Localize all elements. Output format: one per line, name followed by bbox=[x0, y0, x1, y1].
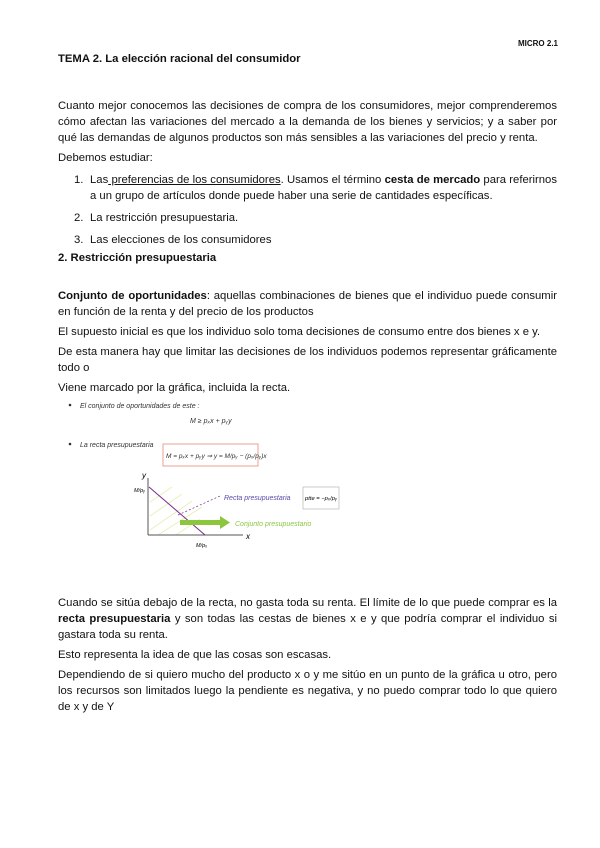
paragraph: Viene marcado por la gráfica, incluida la recta. bbox=[58, 382, 291, 394]
page-header: MICRO 2.1 bbox=[517, 39, 558, 48]
list-text: . Usamos el término bbox=[280, 174, 385, 186]
list-number: 2. bbox=[74, 212, 84, 224]
list-number: 3. bbox=[74, 234, 84, 246]
term-bold: Conjunto de oportunidades bbox=[58, 290, 207, 302]
paragraph-text: : aquellas combinaciones de bienes que el individuo puede consumir en función de la renta y del precio de los productos bbox=[58, 290, 557, 318]
figure-bullet2: La recta presupuestaria bbox=[80, 442, 154, 449]
list-text: Las elecciones de los consumidores bbox=[90, 234, 272, 246]
list-item bbox=[58, 172, 557, 204]
set-arrow-head bbox=[220, 516, 230, 529]
paragraph bbox=[58, 288, 557, 320]
budget-figure bbox=[60, 392, 360, 562]
formula2: M = pₓx + pᵧy ⇒ y = M/pᵧ − (pₓ/pᵧ)x bbox=[166, 453, 267, 460]
bullet bbox=[69, 404, 72, 407]
list-item bbox=[58, 232, 557, 248]
formula1: M ≥ pₓx + pᵧy bbox=[190, 418, 232, 425]
term-bold: cesta de mercado bbox=[384, 174, 481, 186]
y-axis-label: y bbox=[142, 471, 146, 480]
figure-bullet1: El conjunto de oportunidades de este : bbox=[80, 403, 200, 410]
study-list bbox=[58, 172, 557, 248]
page-title: TEMA 2. La elección racional del consumidor bbox=[58, 53, 301, 65]
section-title: 2. Restricción presupuestaria bbox=[58, 252, 217, 264]
x-axis-label: x bbox=[246, 532, 250, 541]
paragraph: Dependiendo de si quiero mucho del producto x o y me sitúo en un punto de la gráfica u otro, pero los recursos son limitados luego la pendiente es negativa, y no puedo comprar todo lo que quiero de x y de Y bbox=[58, 669, 557, 713]
label-pointer bbox=[178, 496, 220, 515]
study-label: Debemos estudiar: bbox=[58, 152, 153, 164]
list-text: La restricción presupuestaria. bbox=[90, 212, 239, 224]
budget-line-label: Recta presupuestaria bbox=[224, 495, 291, 502]
list-text: para referirnos a un grupo de artículos donde puede haber una serie de cantidades específicas. bbox=[90, 174, 557, 202]
paragraph: Esto representa la idea de que las cosas son escasas. bbox=[58, 649, 332, 661]
y-intercept-label: M/pᵧ bbox=[134, 488, 146, 494]
preferences-underlined: preferencias de los consumidores bbox=[108, 174, 281, 186]
bullet bbox=[69, 443, 72, 446]
paragraph: De esta manera hay que limitar las decisiones de los individuos podemos representar gráficamente todo o bbox=[58, 346, 557, 374]
term-bold: recta presupuestaria bbox=[58, 613, 171, 625]
paragraph: El supuesto inicial es que los individuo solo toma decisiones de consumo entre dos bienes x e y. bbox=[58, 326, 541, 338]
set-label: Conjunto presupuestario bbox=[235, 521, 312, 528]
paragraph-text: Cuando se sitúa debajo de la recta, no gasta toda su renta. El límite de lo que puede comprar es la bbox=[58, 597, 557, 609]
list-item bbox=[58, 210, 557, 226]
list-number: 1. bbox=[74, 174, 84, 186]
paragraph-text: y son todas las cestas de bienes x e y que podría comprar el individuo si gastara toda su renta. bbox=[58, 613, 557, 641]
x-intercept-label: M/pₓ bbox=[196, 543, 208, 549]
slope-formula: ptte = −pₓ/pᵧ bbox=[305, 496, 338, 502]
paragraph bbox=[58, 595, 557, 643]
intro-paragraph: Cuanto mejor conocemos las decisiones de compra de los consumidores, mejor comprenderemos cómo afectan las variaciones del mercado a la demanda de los bienes y servicios; y a saber por qué las demandas de algunos productos son más sensibles a las variaciones del precio y renta. bbox=[58, 100, 557, 144]
list-text: Las bbox=[90, 174, 109, 186]
set-arrow bbox=[180, 520, 220, 525]
